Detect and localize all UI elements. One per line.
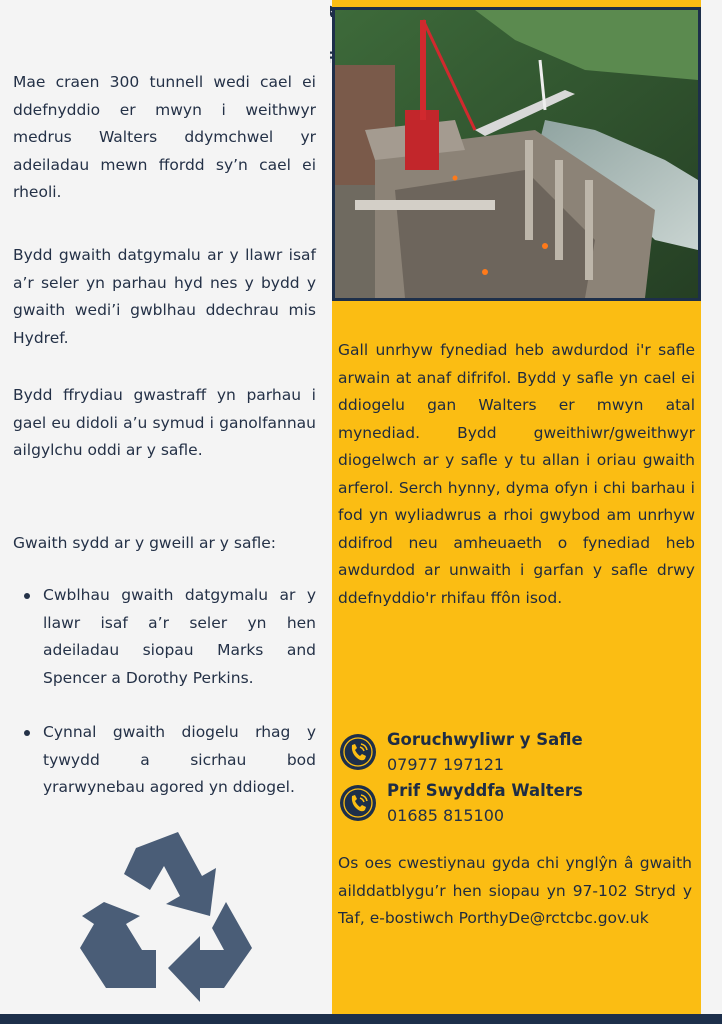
- bullet-icon: [24, 730, 30, 736]
- list-item: [13, 719, 316, 802]
- questions-paragraph: Os oes cwestiynau gyda chi ynglŷn â gwaith ailddatblygu’r hen siopau yn 97-102 Stryd y Taf, e-bostiwch PorthyDe@rctcbc.gov.uk: [338, 854, 692, 927]
- contact-phone-number[interactable]: 07977 197121: [387, 755, 505, 774]
- construction-photo-illustration: [335, 10, 698, 298]
- crane-paragraph: Mae craen 300 tunnell wedi cael ei ddefnyddio er mwyn i weithwyr medrus Walters ddymchwel yr adeiladau mewn ffordd sy’n cael ei rheoli.: [13, 73, 316, 201]
- phone-icon: [340, 785, 376, 821]
- list-item-text: Cynnal gwaith diogelu rhag y tywydd a sicrhau bod yrarwynebau agored yn ddiogel.: [43, 723, 316, 796]
- construction-site-photo: [332, 7, 701, 301]
- footer-bar: [0, 1014, 722, 1024]
- safety-paragraph: Gall unrhyw fynediad heb awdurdod i'r safle arwain at anaf difrifol. Bydd y safle yn cael ei ddiogelu gan Walters er mwyn atal mynediad. Bydd gweithiwr/gweithwyr diogelwch ar y safle y tu allan i oriau gwaith arferol. Serch hynny, dyma ofyn i chi barhau i fod yn wyliadwrus a rhoi gwybod am unrhyw ddifrod neu amheuaeth o fynediad heb awdurdod ar unwaith i garfan y safle drwy ddefnyddio'r rhifau ffôn isod.: [338, 341, 695, 607]
- contact-label: Prif Swyddfa Walters: [387, 781, 583, 800]
- bullet-icon: [24, 593, 30, 599]
- phone-icon: [340, 734, 376, 770]
- contact-label: Goruchwyliwr y Safle: [387, 730, 583, 749]
- list-item: [13, 582, 316, 692]
- list-item-text: Cwblhau gwaith datgymalu ar y llawr isaf a’r seler yn hen adeiladau siopau Marks and Spencer a Dorothy Perkins.: [43, 586, 316, 687]
- contact-site-supervisor: [338, 728, 698, 778]
- recycle-icon: [76, 830, 254, 1002]
- ongoing-work-list: [13, 582, 316, 829]
- contact-main-office: [338, 779, 698, 829]
- ongoing-work-intro: Gwaith sydd ar y gweill ar y safle:: [13, 534, 276, 552]
- waste-paragraph: Bydd ffrydiau gwastraff yn parhau i gael eu didoli a’u symud i ganolfannau ailgylchu oddi ar y safle.: [13, 386, 316, 459]
- contact-phone-number[interactable]: 01685 815100: [387, 806, 505, 825]
- dismantling-paragraph: Bydd gwaith datgymalu ar y llawr isaf a’r seler yn parhau hyd nes y bydd y gwaith wedi’i gwblhau ddechrau mis Hydref.: [13, 246, 316, 347]
